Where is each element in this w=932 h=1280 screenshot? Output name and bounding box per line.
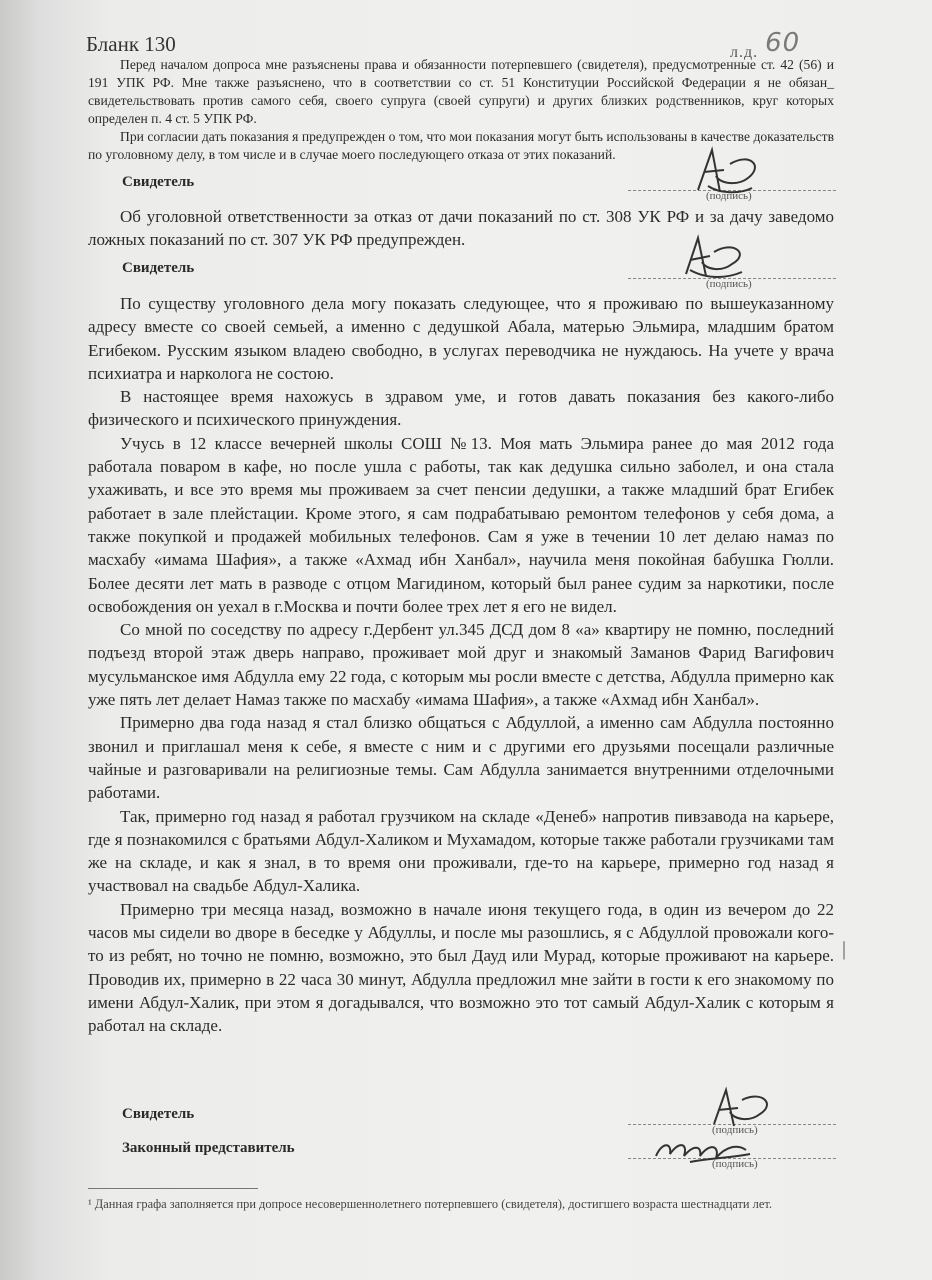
liability-paragraph: Об уголовной ответственности за отказ от дачи показаний по ст. 308 УК РФ и за дачу заведомо ложных показаний по ст. 307 УК РФ предупрежден. — [88, 207, 834, 250]
testimony-paragraph: Учусь в 12 классе вечерней школы СОШ №13. Моя мать Эльмира ранее до мая 2012 года работала поваром в кафе, но после ушла с работы, так как дедушка сильно заболел, и она стала ухаживать, и все это время мы проживаем за счет пенсии дедушки, а также младший брат Егибек работает в зале плейстации. Кроме этого, я сам подрабатываю ремонтом телефонов у себя дома, а также покупкой и продажей мобильных телефонов. Сам я уже в течении 10 лет делаю намаз по масхабу «имама Шафия», а также «Ахмад ибн Ханбал», научила меня покойная бабушка Гюлли. Более десяти лет мать в разводе с отцом Магидином, который был ранее судим за наркотики, после освобождения он уехал в г.Москва и почти более трех лет я его не видел. — [88, 433, 834, 616]
signature-caption-2: (подпись) — [706, 278, 752, 290]
testimony-paragraph: Со мной по соседству по адресу г.Дербент ул.345 ДСД дом 8 «а» квартиру не помню, последний подъезд второй этаж дверь направо, проживает мой друг и знакомый Заманов Фарид Вагифович мусульманское имя Абдулла ему 22 года, с которым мы росли вместе с детства, Абдулла примерно как уже пять лет делает Намаз также по масхабу «имама Шафия», а также «Ахмад ибн Ханбал». — [88, 620, 834, 710]
form-title: Бланк 130 — [86, 32, 176, 56]
witness-label-3: Свидетель — [122, 1106, 195, 1122]
testimony-paragraph: Так, примерно год назад я работал грузчиком на складе «Денеб» напротив пивзавода на карьере, где я познакомился с братьями Абдул-Халиком и Мухамадом, которые также работали грузчиками там же на складе, и как я знал, в то время они проживали, где-то на карьере, примерно год назад я участвовал на свадьбе Абдул-Халика. — [88, 806, 834, 896]
signature-scribble-3 — [706, 1082, 784, 1132]
testimony-paragraph: По существу уголовного дела могу показать следующее, что я проживаю по вышеуказанному адресу вместе со своей семьей, а именно с дедушкой Абала, матерью Эльмира, младшим братом Егибеком. Русским языком владею свободно, в услугах переводчика не нуждаюсь. На учете у врача психиатра и нарколога не состою. — [88, 294, 834, 383]
signature-caption-4: (подпись) — [712, 1158, 758, 1170]
signature-scribble-2 — [680, 232, 760, 284]
testimony — [88, 292, 834, 1038]
consent-paragraph: При согласии дать показания я предупрежден о том, что мои показания могут быть использованы в качестве доказательств по уголовному делу, в том числе и в случае моего последующего отказа от этих показаний. — [88, 129, 834, 162]
witness-label-1: Свидетель — [122, 174, 195, 190]
witness-label-2: Свидетель — [122, 260, 195, 276]
rights-paragraph: Перед началом допроса мне разъяснены права и обязанности потерпевшего (свидетеля), предусмотренные ст. 42 (56) и 191 УПК РФ. Мне также разъяснено, что в соответствии со ст. 51 Конституции Российской Федерации я не обязан_ свидетельствовать против самого себя, своего супруга (своей супруги) и других близких родственников, круг которых определен п. 4 ст. 5 УПК РФ. — [88, 57, 834, 126]
margin-mark: | — [842, 938, 847, 960]
footnote-rule — [88, 1188, 258, 1189]
testimony-paragraph: Примерно два года назад я стал близко общаться с Абдуллой, а именно сам Абдулла постоянно звонил и приглашал меня к себе, я вместе с ним и с другими его друзьями посещали различные чайные и разговаривали на религиозные темы. Сам Абдулла занимается внутренними отделочными работами. — [88, 713, 834, 803]
testimony-paragraph: В настоящее время нахожусь в здравом уме, и готов давать показания без какого-либо физического и психического принуждения. — [88, 387, 834, 430]
testimony-paragraph: Примерно три месяца назад, возможно в начале июня текущего года, в один из вечером до 22 часов мы сидели во дворе в беседке у Абдуллы, и после мы разошлись, я с Абдуллой провожали кого-то из ребят, но точно не помню, возможно, это был Дауд или Мурад, которые проживают на карьере. Проводив их, примерно в 22 часа 30 минут, Абдулла предложил мне зайти в гости к его знакомому по имени Абдул-Халик, при этом я догадывался, что возможно это тот самый Абдул-Халик с которым я работал на складе. — [88, 899, 834, 1036]
signature-caption-3: (подпись) — [712, 1124, 758, 1136]
sheet-number-value: 60 — [765, 28, 801, 58]
footnote: ¹ Данная графа заполняется при допросе несовершеннолетнего потерпевшего (свидетеля), достигшего возраста шестнадцати лет. — [88, 1197, 772, 1211]
signature-caption-1: (подпись) — [706, 190, 752, 202]
signature-scribble-4 — [650, 1128, 762, 1166]
signature-scribble-1 — [690, 142, 770, 200]
representative-label: Законный представитель — [122, 1140, 295, 1156]
sheet-label: л.д. — [730, 44, 759, 61]
